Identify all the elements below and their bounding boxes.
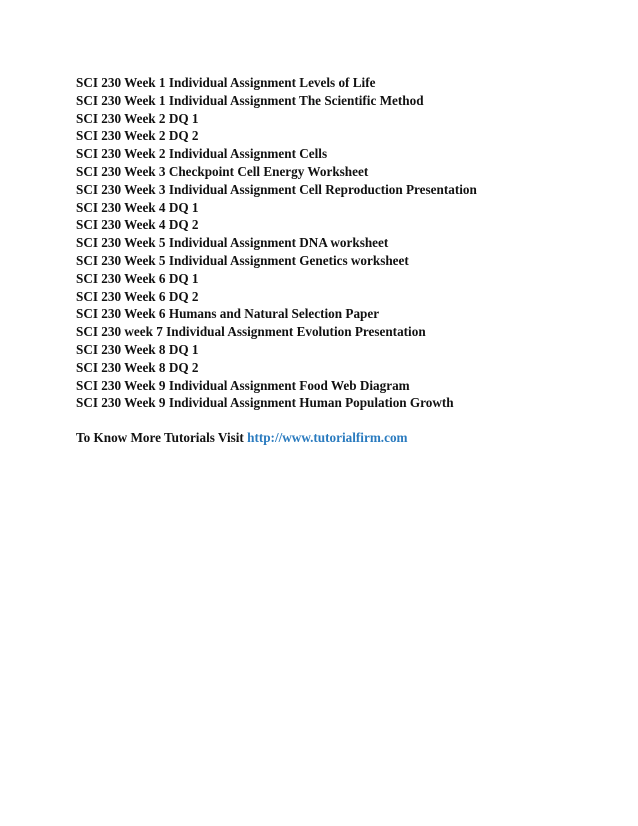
course-item: SCI 230 Week 2 Individual Assignment Cells (76, 146, 328, 162)
footer-text: To Know More Tutorials Visit (76, 430, 248, 445)
course-item: SCI 230 Week 1 Individual Assignment The Scientific Method (76, 92, 424, 108)
course-item: SCI 230 Week 3 Individual Assignment Cell Reproduction Presentation (76, 181, 477, 197)
course-item: SCI 230 Week 6 Humans and Natural Selection Paper (76, 306, 380, 322)
course-item: SCI 230 Week 6 DQ 1 (76, 270, 199, 286)
course-item: SCI 230 Week 4 DQ 2 (76, 217, 199, 233)
course-item: SCI 230 Week 8 DQ 1 (76, 341, 199, 357)
course-item: SCI 230 Week 6 DQ 2 (76, 288, 199, 304)
tutorial-site-link[interactable]: http://www.tutorialfirm.com (247, 430, 408, 445)
course-item: SCI 230 Week 3 Checkpoint Cell Energy Worksheet (76, 163, 369, 179)
course-item: SCI 230 Week 5 Individual Assignment DNA worksheet (76, 235, 389, 251)
footer-line (76, 429, 408, 447)
course-item: SCI 230 Week 9 Individual Assignment Food Web Diagram (76, 377, 410, 393)
course-item: SCI 230 Week 4 DQ 1 (76, 199, 199, 215)
course-item: SCI 230 Week 9 Individual Assignment Human Population Growth (76, 395, 454, 411)
course-item: SCI 230 Week 8 DQ 2 (76, 359, 199, 375)
course-item: SCI 230 Week 5 Individual Assignment Genetics worksheet (76, 252, 409, 268)
course-item: SCI 230 Week 2 DQ 1 (76, 110, 199, 126)
course-item: SCI 230 Week 1 Individual Assignment Levels of Life (76, 75, 376, 90)
course-item: SCI 230 Week 2 DQ 2 (76, 128, 199, 144)
course-list (76, 74, 477, 412)
course-item: SCI 230 week 7 Individual Assignment Evolution Presentation (76, 324, 426, 340)
